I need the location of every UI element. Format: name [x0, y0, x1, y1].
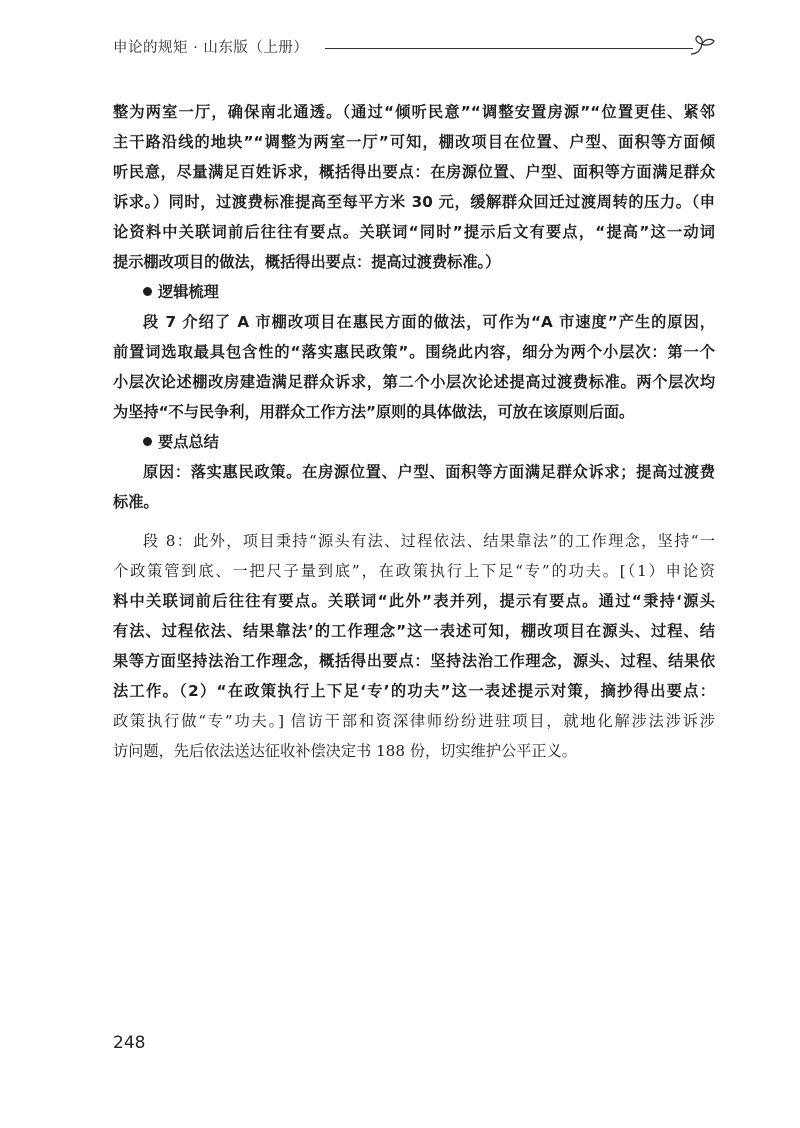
section-heading-label: 要点总结 — [158, 433, 219, 451]
sprout-icon — [687, 34, 717, 58]
header-rule — [325, 48, 693, 49]
text-line: 个政策管到底、一把尺子量到底”，在政策执行上下足“专”的功夫。[（1）申论资 — [113, 562, 715, 580]
text-line: 提示棚改项目的做法，概括得出要点：提高过渡费标准。） — [113, 253, 501, 271]
bullet-icon — [143, 437, 152, 446]
body-text — [113, 97, 715, 766]
text-line: 果等方面坚持法治工作理念，概括得出要点：坚持法治工作理念，源头、过程、结果依 — [113, 652, 715, 670]
text-line: 为坚持“不与民争利，用群众工作方法”原则的具体做法，可放在该原则后面。 — [113, 403, 635, 421]
text-line: 原因：落实惠民政策。在房源位置、户型、面积等方面满足群众诉求；提高过渡费 — [143, 463, 715, 481]
section-heading — [113, 427, 715, 457]
book-title: 申论的规矩 · 山东版（上册） — [113, 40, 309, 56]
text-line: 段 8：此外，项目秉持“源头有法、过程依法、结果靠法”的工作理念，坚持“一 — [143, 532, 715, 550]
text-line: 政策执行做“专”功夫。] 信访干部和资深律师纷纷进驻项目，就地化解涉法涉诉涉 — [113, 712, 715, 730]
text-line: 有法、过程依法、结果靠法’的工作理念”这一表述可知，棚改项目在源头、过程、结 — [113, 622, 715, 640]
text-line: 法工作。（2）“在政策执行上下足‘专’的功夫”这一表述提示对策，摘抄得出要点： — [113, 682, 715, 700]
text-line: 听民意，尽量满足百姓诉求，概括得出要点：在房源位置、户型、面积等方面满足群众 — [113, 163, 715, 181]
text-line: 主干路沿线的地块”“调整为两室一厅”可知，棚改项目在位置、户型、面积等方面倾 — [113, 133, 715, 151]
section-heading — [113, 277, 715, 307]
bullet-icon — [143, 287, 152, 296]
page-number: 248 — [113, 1033, 146, 1053]
text-line: 诉求。）同时，过渡费标准提高至每平方米 30 元，缓解群众回迁过渡周转的压力。（申 — [113, 193, 715, 211]
text-line: 访问题，先后依法送达征收补偿决定书 188 份，切实维护公平正义。 — [113, 742, 577, 760]
text-line: 论资料中关联词前后往往有要点。关联词“同时”提示后文有要点，“提高”这一动词 — [113, 223, 715, 241]
text-line: 标准。 — [113, 493, 159, 511]
text-line: 段 7 介绍了 A 市棚改项目在惠民方面的做法，可作为“A 市速度”产生的原因， — [143, 313, 715, 331]
text-line: 前置词选取最具包含性的“落实惠民政策”。围绕此内容，细分为两个小层次：第一个 — [113, 343, 715, 361]
running-header — [113, 34, 713, 60]
text-line: 料中关联词前后往往有要点。关联词“此外”表并列，提示有要点。通过“秉持‘源头 — [113, 592, 715, 610]
text-line: 整为两室一厅，确保南北通透。（通过“倾听民意”“调整安置房源”“位置更佳、紧邻 — [113, 103, 715, 121]
section-heading-label: 逻辑梳理 — [158, 283, 219, 301]
text-line: 小层次论述棚改房建造满足群众诉求，第二个小层次论述提高过渡费标准。两个层次均 — [113, 373, 715, 391]
